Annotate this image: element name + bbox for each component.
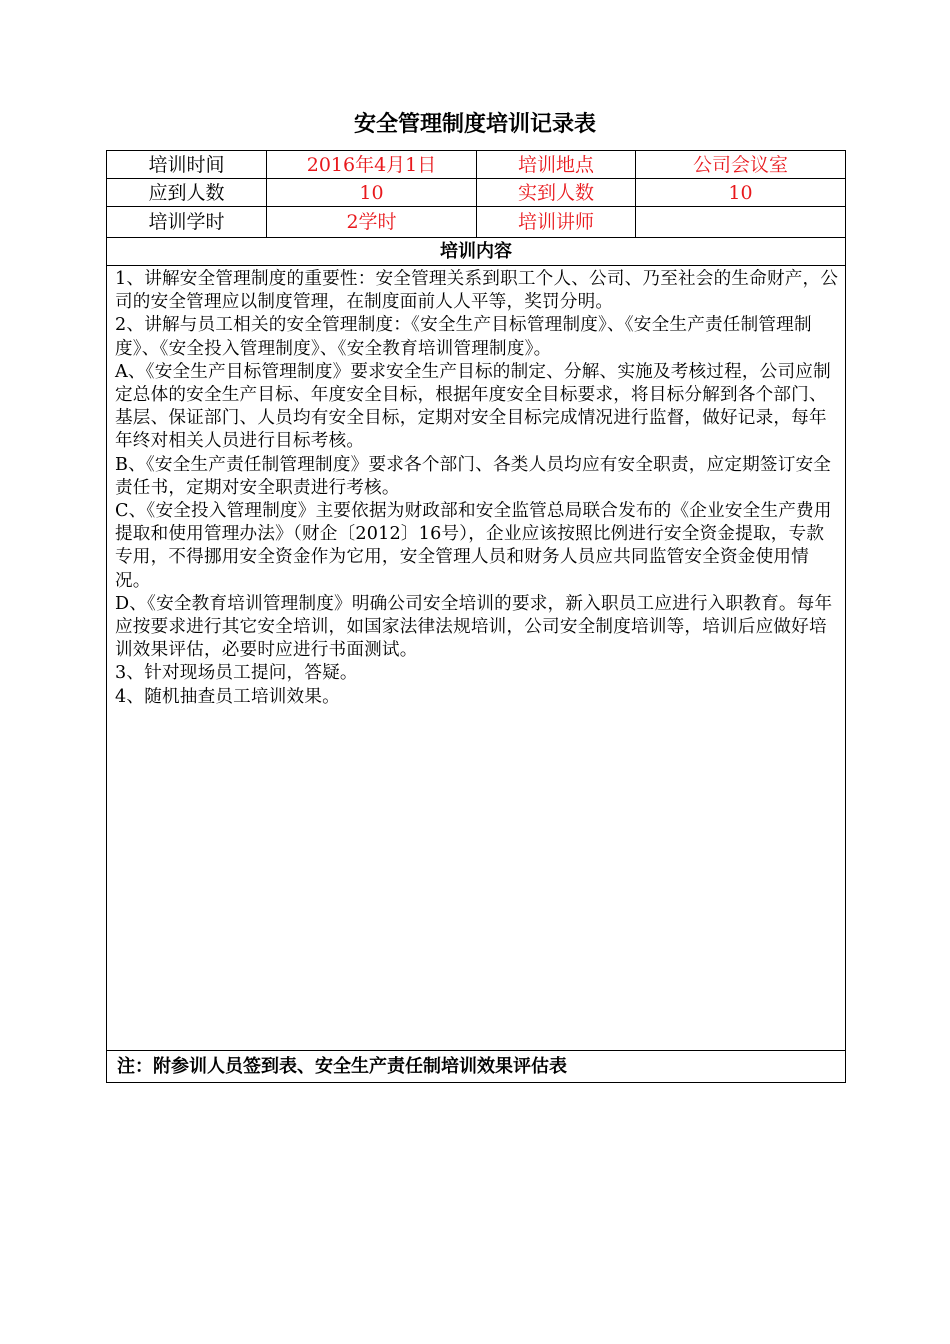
row-attendance <box>107 179 846 207</box>
expected-count-value: 10 <box>267 179 477 207</box>
training-time-value: 2016年4月1日 <box>267 151 477 179</box>
page-title: 安全管理制度培训记录表 <box>353 112 596 137</box>
attachment-note: 注：附参训人员签到表、安全生产责任制培训效果评估表 <box>107 1051 846 1083</box>
lecturer-label: 培训讲师 <box>477 207 636 238</box>
training-record-table <box>106 150 846 1083</box>
row-content <box>107 266 846 1051</box>
content-paragraph: B、《安全生产责任制管理制度》要求各个部门、各类人员均应有安全职责，应定期签订安全责任书，定期对安全职责进行考核。 <box>115 454 832 498</box>
actual-count-label: 实到人数 <box>477 179 636 207</box>
training-time-label: 培训时间 <box>107 151 267 179</box>
training-content <box>107 266 846 1051</box>
row-note <box>107 1051 846 1083</box>
actual-count-value: 10 <box>636 179 846 207</box>
training-place-value: 公司会议室 <box>636 151 846 179</box>
content-paragraph: C、《安全投入管理制度》主要依据为财政部和安全监管总局联合发布的《企业安全生产费用提取和使用管理办法》（财企〔2012〕16号），企业应该按照比例进行安全资金提取，专款专用，不得挪用安全资金作为它用，安全管理人员和财务人员应共同监管安全资金使用情况。 <box>115 501 832 591</box>
expected-count-label: 应到人数 <box>107 179 267 207</box>
training-hours-label: 培训学时 <box>107 207 267 238</box>
content-paragraph: 3、针对现场员工提问，答疑。 <box>115 663 358 684</box>
content-paragraph: D、《安全教育培训管理制度》明确公司安全培训的要求，新入职员工应进行入职教育。每年应按要求进行其它安全培训，如国家法律法规培训，公司安全制度培训等，培训后应做好培训效果评估，必要时应进行书面测试。 <box>115 593 833 661</box>
content-paragraph: 1、讲解安全管理制度的重要性：安全管理关系到职工个人、公司、乃至社会的生命财产，公司的安全管理应以制度管理，在制度面前人人平等，奖罚分明。 <box>115 269 839 313</box>
training-place-label: 培训地点 <box>477 151 636 179</box>
content-paragraph: 2、讲解与员工相关的安全管理制度：《安全生产目标管理制度》、《安全生产责任制管理制度》、《安全投入管理制度》、《安全教育培训管理制度》。 <box>115 315 812 359</box>
content-header: 培训内容 <box>107 238 846 266</box>
content-paragraph: 4、随机抽查员工培训效果。 <box>115 686 340 707</box>
row-content-header <box>107 238 846 266</box>
content-paragraph: A、《安全生产目标管理制度》要求安全生产目标的制定、分解、实施及考核过程，公司应制定总体的安全生产目标、年度安全目标，根据年度安全目标要求，将目标分解到各个部门、基层、保证部门、人员均有安全目标，定期对安全目标完成情况进行监督，做好记录，每年年终对相关人员进行目标考核。 <box>115 361 831 452</box>
lecturer-value <box>636 207 846 238</box>
row-time-place <box>107 151 846 179</box>
training-hours-value: 2学时 <box>267 207 477 238</box>
row-hours-lecturer <box>107 207 846 238</box>
